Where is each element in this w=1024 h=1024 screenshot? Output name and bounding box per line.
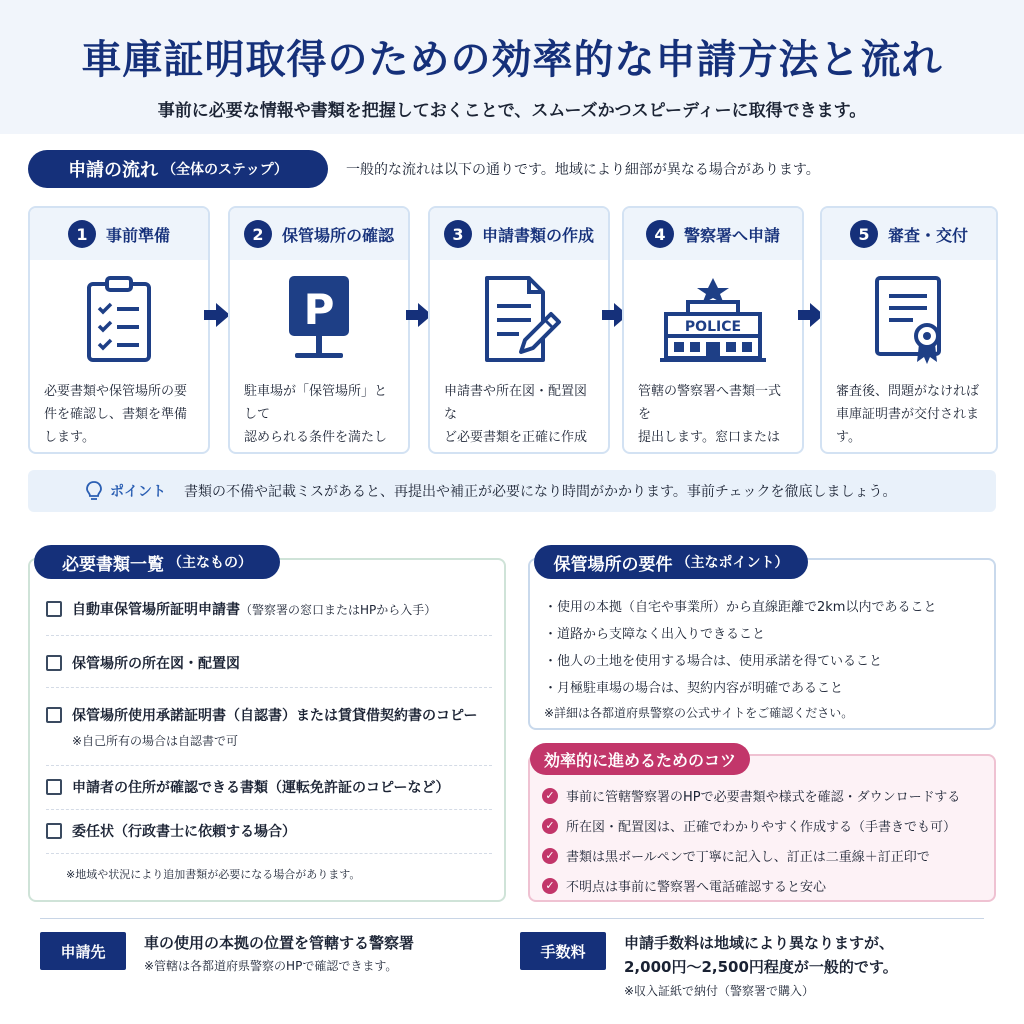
step-number: 2: [244, 220, 272, 248]
tip-item: [542, 846, 930, 865]
step-title: 警察署へ申請: [683, 225, 780, 245]
requirements-pill-sub: （主なポイント）: [676, 555, 789, 571]
requirement-item: ・使用の本拠（自宅や事業所）から直線距離で2km以内であること: [544, 600, 937, 615]
clipboard-checklist-icon: [71, 274, 167, 364]
certificate-icon: [861, 274, 957, 364]
check-icon: ✓: [542, 878, 558, 894]
step-card-1: [28, 206, 210, 454]
step-number: 3: [444, 220, 472, 248]
parking-sign-icon: [271, 274, 367, 364]
document-checkbox[interactable]: [46, 823, 62, 839]
step-header: [230, 208, 408, 260]
destination-note: ※管轄は各都道府県警察のHPで確認できます。: [144, 959, 398, 973]
step-line: ど必要書類を正確に作成: [444, 430, 588, 445]
flow-description: 一般的な流れは以下の通りです。地域により細部が異なる場合があります。: [346, 162, 820, 178]
document-title: 保管場所使用承諾証明書（自認書）または賃貸借契約書のコピー: [72, 708, 478, 724]
document-text: [72, 599, 436, 619]
fee-tag: 手数料: [520, 932, 606, 970]
step-title: 申請書類の作成: [481, 225, 594, 245]
step-title: 事前準備: [105, 225, 170, 245]
requirement-item: ・道路から支障なく出入りできること: [544, 627, 766, 642]
requirement-item: ・月極駐車場の場合は、契約内容が明確であること: [544, 681, 844, 696]
step-line: [638, 449, 790, 454]
page-title: 車庫証明取得のための効率的な申請方法と流れ: [81, 37, 943, 83]
document-title: 委任状（行政書士に依頼する場合）: [72, 824, 296, 840]
step-header: [30, 208, 208, 260]
step-line: します。: [44, 430, 95, 445]
check-icon: ✓: [542, 848, 558, 864]
step-line: [836, 449, 984, 454]
document-note: （警察署の窓口またはHPから入手）: [240, 603, 437, 617]
police-sign-text: POLICE: [684, 319, 742, 335]
svg-text:P: P: [303, 285, 335, 334]
check-icon: ✓: [542, 788, 558, 804]
step-number: 1: [68, 220, 96, 248]
document-item: [46, 652, 492, 688]
step-line: 件を確認し、書類を準備: [44, 407, 188, 422]
document-pen-icon: [471, 274, 567, 364]
fee-main-line-2: 2,000円〜2,500円程度が一般的です。: [624, 958, 898, 976]
step-line: 審査後、問題がなければ: [836, 384, 980, 399]
document-checkbox[interactable]: [46, 655, 62, 671]
requirements-pill: [534, 545, 808, 579]
documents-pill-sub: （主なもの）: [168, 555, 252, 571]
document-subnote: ※自己所有の場合は自認書で可: [72, 734, 239, 748]
tip-item: [542, 816, 956, 835]
document-item: [46, 704, 492, 766]
fee-main-line-1: 申請手数料は地域により異なりますが、: [624, 934, 895, 952]
step-line: 認められる条件を満たし: [244, 430, 388, 445]
lightbulb-icon: [84, 480, 104, 502]
document-title: 自動車保管場所証明申請書: [72, 602, 240, 618]
check-icon: ✓: [542, 818, 558, 834]
document-checkbox[interactable]: [46, 707, 62, 723]
step-description: [44, 380, 196, 449]
tip-text: 不明点は事前に警察署へ電話確認すると安心: [566, 880, 827, 895]
point-label: ポイント: [110, 484, 166, 500]
step-description: [444, 380, 596, 454]
destination-tag: 申請先: [40, 932, 126, 970]
tip-text: 事前に管轄警察署のHPで必要書類や様式を確認・ダウンロードする: [566, 790, 961, 805]
page-subtitle: 事前に必要な情報や書類を把握しておくことで、スムーズかつスピーディーに取得できます。: [157, 101, 867, 121]
tip-item: [542, 786, 960, 805]
document-item: [46, 820, 492, 854]
documents-pill: [34, 545, 280, 579]
step-header: [430, 208, 608, 260]
document-title: 保管場所の所在図・配置図: [72, 656, 240, 672]
tips-pill-label: 効率的に進めるためのコツ: [543, 750, 736, 770]
step-header: [624, 208, 802, 260]
step-line: 駐車場が「保管場所」として: [244, 384, 388, 422]
tips-pill: [530, 743, 750, 775]
step-description: [638, 380, 790, 454]
step-line: 必要書類や保管場所の要: [44, 384, 188, 399]
point-text: 書類の不備や記載ミスがあると、再提出や補正が必要になり時間がかかります。事前チェックを徹底しましょう。: [184, 484, 897, 500]
step-number: 5: [850, 220, 878, 248]
step-line: 管轄の警察署へ書類一式を: [638, 384, 782, 422]
police-station-icon: [658, 274, 768, 364]
step-line: 車庫証明書が交付されます。: [836, 407, 980, 445]
documents-footnote: ※地域や状況により追加書類が必要になる場合があります。: [66, 868, 361, 881]
fee-note: ※収入証紙で納付（警察署で購入）: [624, 984, 815, 998]
step-number: 4: [646, 220, 674, 248]
point-banner: [28, 470, 996, 512]
tip-text: 書類は黒ボールペンで丁寧に記入し、訂正は二重線＋訂正印で: [566, 850, 930, 865]
step-description: [244, 380, 396, 454]
flow-section-pill: [28, 150, 328, 188]
tip-item: [542, 876, 826, 895]
flow-pill-sub: （全体のステップ）: [162, 162, 288, 178]
step-card-2: [228, 206, 410, 454]
step-title: 審査・交付: [887, 225, 968, 245]
document-item: [46, 598, 492, 636]
tip-text: 所在図・配置図は、正確でわかりやすく作成する（手書きでも可）: [566, 820, 957, 835]
step-line: 申請書や所在図・配置図な: [444, 384, 588, 422]
step-line: [444, 449, 596, 454]
flow-pill-label: 申請の流れ: [68, 160, 159, 181]
requirement-item: ・他人の土地を使用する場合は、使用承諾を得ていること: [544, 654, 883, 669]
document-title: 申請者の住所が確認できる書類（運転免許証のコピーなど）: [72, 780, 450, 796]
step-title: 保管場所の確認: [281, 225, 394, 245]
step-card-5: [820, 206, 998, 454]
document-item: [46, 776, 492, 810]
step-header: [822, 208, 996, 260]
destination-main: 車の使用の本拠の位置を管轄する警察署: [144, 934, 415, 952]
document-checkbox[interactable]: [46, 601, 62, 617]
document-checkbox[interactable]: [46, 779, 62, 795]
step-card-3: [428, 206, 610, 454]
documents-pill-label: 必要書類一覧: [62, 554, 164, 575]
step-card-4: [622, 206, 804, 454]
footer-divider: [40, 918, 984, 919]
requirements-note: ※詳細は各都道府県警察の公式サイトをご確認ください。: [544, 706, 854, 720]
step-description: [836, 380, 984, 454]
requirements-pill-label: 保管場所の要件: [553, 554, 673, 575]
step-line: 提出します。窓口または: [638, 430, 780, 445]
